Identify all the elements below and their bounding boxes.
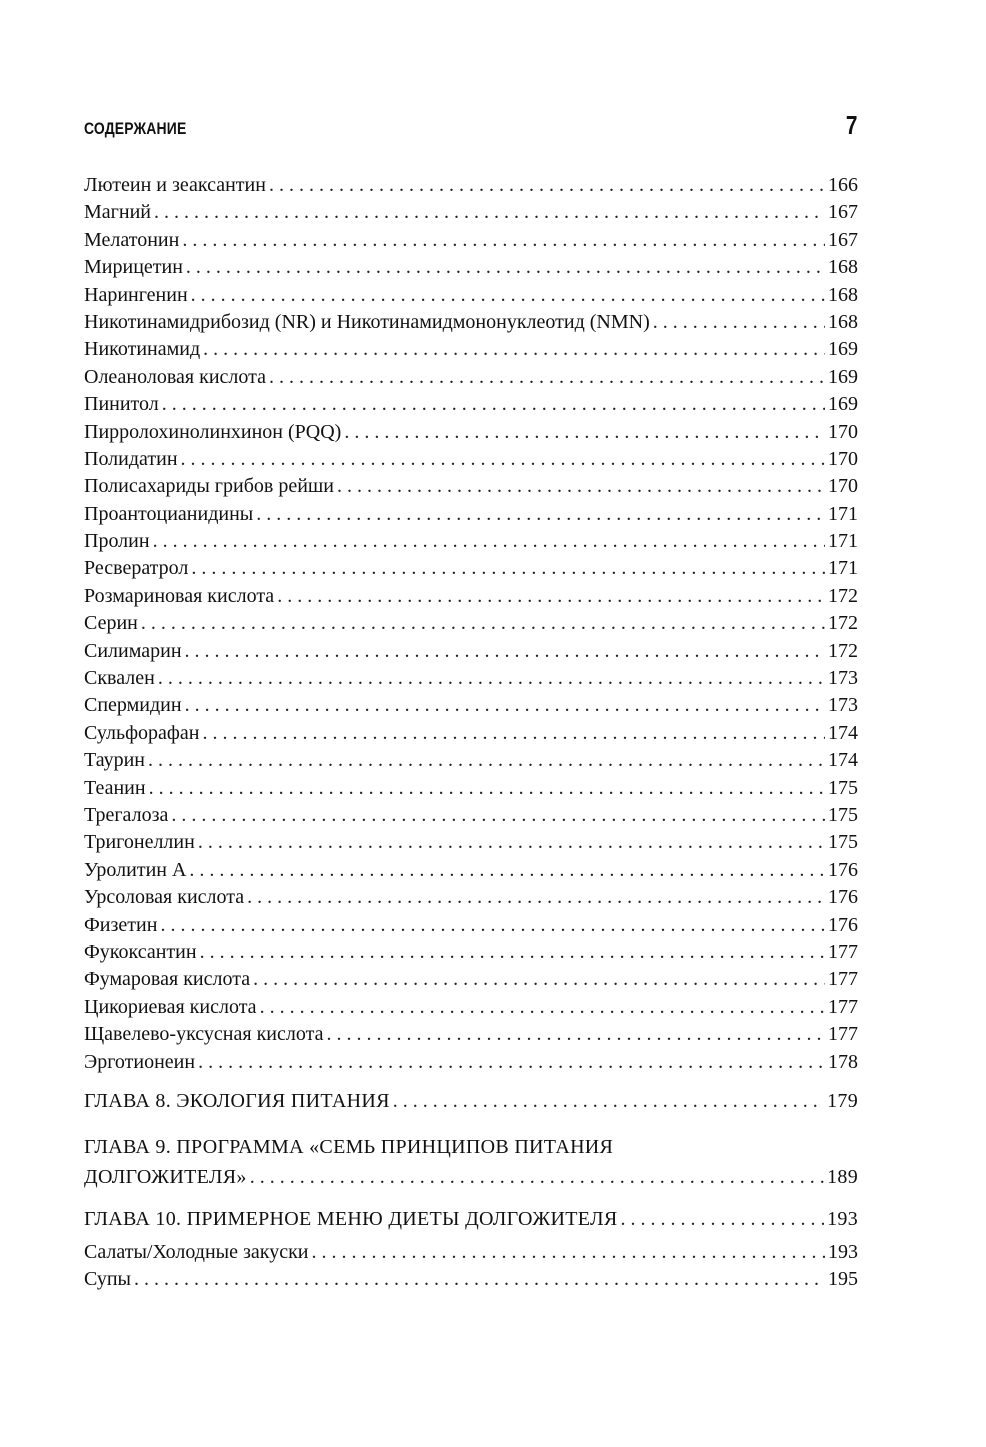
dot-leader: [337, 473, 825, 500]
toc-entry: [84, 555, 858, 582]
toc-entry-page: 168: [828, 283, 858, 306]
dot-leader: [154, 199, 825, 226]
toc-entry-title: Уролитин А: [84, 858, 187, 881]
toc-entry-page: 177: [828, 995, 858, 1018]
toc-entry-title: Сквален: [84, 667, 155, 690]
toc-entry: [84, 254, 858, 281]
chapter-9-title-line1: ГЛАВА 9. ПРОГРАММА «СЕМЬ ПРИНЦИПОВ ПИТАНИЯ: [84, 1136, 614, 1158]
dot-leader: [186, 254, 825, 281]
toc-entry: [84, 912, 858, 939]
chapter-10-page: 193: [827, 1208, 858, 1230]
toc-entry-page: 170: [828, 447, 858, 470]
toc-entry-title: Тригонеллин: [84, 831, 195, 854]
toc-entry-title: Розмариновая кислота: [84, 584, 275, 607]
toc-entry-page: 195: [828, 1268, 858, 1291]
toc-entry-page: 171: [828, 557, 858, 580]
toc-entry-page: 166: [828, 174, 858, 196]
toc-entry-title: Силимарин: [84, 639, 182, 662]
toc-entry-title: Урсоловая кислота: [84, 886, 245, 909]
dot-leader: [326, 1021, 825, 1048]
toc-entry-title: Теанин: [84, 776, 146, 799]
chapter-8-title: ГЛАВА 8. ЭКОЛОГИЯ ПИТАНИЯ: [84, 1090, 390, 1112]
toc-entry: [84, 473, 858, 500]
dot-leader: [256, 501, 825, 528]
toc-entry: [84, 692, 858, 719]
dot-leader: [171, 802, 825, 829]
dot-leader: [260, 994, 825, 1021]
toc-entry-page: 176: [828, 913, 858, 936]
toc-entry: [84, 857, 858, 884]
toc-entry: [84, 309, 858, 336]
dot-leader: [148, 747, 825, 774]
toc-entry: [84, 720, 858, 747]
toc-entry-title: Таурин: [84, 749, 145, 772]
toc-entry-title: Цикориевая кислота: [84, 995, 257, 1018]
dot-leader: [344, 419, 825, 446]
dot-leader: [393, 1088, 824, 1115]
toc-entry: [84, 282, 858, 309]
dot-leader: [182, 227, 825, 254]
chapter-10-entry: [84, 1206, 858, 1233]
toc-entry-page: 174: [828, 721, 858, 744]
toc-entry-title: Мелатонин: [84, 228, 180, 251]
toc-entry: [84, 802, 858, 829]
toc-entry: [84, 610, 858, 637]
toc-entry: [84, 1049, 858, 1076]
chapter-10-subentries: [84, 1239, 858, 1294]
dot-leader: [198, 1049, 825, 1076]
toc-entry-page: 168: [828, 256, 858, 279]
toc-entry-page: 167: [828, 201, 858, 224]
chapter-10-title: ГЛАВА 10. ПРИМЕРНОЕ МЕНЮ ДИЕТЫ ДОЛГОЖИТЕЛЯ: [84, 1208, 618, 1230]
toc-entry-page: 168: [828, 310, 858, 333]
toc-entry-title: Супы: [84, 1268, 131, 1291]
toc-entry: [84, 227, 858, 254]
toc-entry-page: 173: [828, 694, 858, 717]
toc-entry: [84, 638, 858, 665]
toc-entry: [84, 172, 858, 199]
dot-leader: [158, 665, 825, 692]
toc-entry-title: Пролин: [84, 530, 150, 553]
chapter-9-title-line2: ДОЛГОЖИТЕЛЯ»: [84, 1166, 247, 1188]
running-head: [84, 110, 859, 150]
section-title: СОДЕРЖАНИЕ: [84, 119, 187, 138]
toc-entry-title: Ресвератрол: [84, 557, 189, 580]
dot-leader: [312, 1239, 826, 1266]
toc-entry: [84, 528, 858, 555]
dot-leader: [277, 583, 825, 610]
dot-leader: [153, 528, 825, 555]
toc-entry-title: Фумаровая кислота: [84, 968, 251, 991]
toc-entry: [84, 364, 858, 391]
toc-entry-page: 174: [828, 749, 858, 772]
toc-entry-title: Спермидин: [84, 694, 182, 717]
toc-entry-page: 171: [828, 530, 858, 553]
dot-leader: [162, 391, 825, 418]
dot-leader: [189, 857, 825, 884]
dot-leader: [160, 912, 825, 939]
page-number: 7: [845, 110, 857, 140]
dot-leader: [181, 446, 825, 473]
dot-leader: [198, 829, 825, 856]
toc-entry-title: Олеаноловая кислота: [84, 365, 266, 388]
toc-entry-page: 175: [828, 803, 858, 826]
toc-entry-title: Полисахариды грибов рейши: [84, 475, 334, 498]
toc-entry: [84, 446, 858, 473]
toc-entry-title: Сульфорафан: [84, 721, 200, 744]
dot-leader: [149, 775, 825, 802]
toc-entry-title: Нарингенин: [84, 283, 188, 306]
toc-entry-page: 172: [828, 612, 858, 635]
toc-entry-page: 170: [828, 420, 858, 443]
dot-leader: [247, 884, 825, 911]
chapter-9-entry: [84, 1130, 858, 1191]
toc-entry: [84, 583, 858, 610]
toc-entry-page: 177: [828, 940, 858, 963]
toc-entry-page: 176: [828, 858, 858, 881]
chapter-9-page: 189: [827, 1166, 858, 1188]
toc-entry-page: 169: [828, 393, 858, 416]
toc-entry: [84, 419, 858, 446]
toc-entry-page: 172: [828, 584, 858, 607]
toc-entry: [84, 1266, 858, 1293]
dot-leader: [185, 638, 825, 665]
toc-entry: [84, 939, 858, 966]
dot-leader: [134, 1266, 825, 1293]
chapter-10-row: [84, 1206, 858, 1233]
toc-entry: [84, 665, 858, 692]
toc-entries: [84, 172, 858, 1076]
toc-entry-title: Физетин: [84, 913, 158, 936]
toc-entry: [84, 829, 858, 856]
chapter-8-entry: [84, 1088, 858, 1115]
toc-entry: [84, 747, 858, 774]
toc-entry-page: 173: [828, 667, 858, 690]
toc-entry-title: Трегалоза: [84, 803, 169, 826]
dot-leader: [200, 939, 825, 966]
toc-entry: [84, 775, 858, 802]
toc-entry-title: Эрготионеин: [84, 1050, 196, 1073]
chapter-8-row: [84, 1088, 858, 1115]
toc-entry-page: 167: [828, 228, 858, 251]
chapter-9-row: [84, 1164, 858, 1191]
dot-leader: [621, 1206, 825, 1233]
toc-entry-title: Никотинамидрибозид (NR) и Никотинамидмононуклеотид (NMN): [84, 310, 650, 333]
dot-leader: [250, 1164, 824, 1191]
toc-entry-title: Магний: [84, 201, 151, 224]
dot-leader: [191, 555, 825, 582]
toc-entry: [84, 501, 858, 528]
toc-entry-title: Полидатин: [84, 447, 178, 470]
toc-entry: [84, 994, 858, 1021]
toc-entry-page: 172: [828, 639, 858, 662]
toc-entry-page: 175: [828, 831, 858, 854]
toc-entry-title: Проантоцианидины: [84, 502, 254, 525]
toc-entry: [84, 1021, 858, 1048]
toc-entry-page: 170: [828, 475, 858, 498]
toc-entry-title: Серин: [84, 612, 138, 635]
dot-leader: [203, 336, 825, 363]
toc-entry-title: Лютеин и зеаксантин: [84, 174, 266, 196]
toc-entry-title: Салаты/Холодные закуски: [84, 1241, 309, 1263]
toc-entry-page: 175: [828, 776, 858, 799]
dot-leader: [202, 720, 825, 747]
dot-leader: [141, 610, 825, 637]
toc-entry-page: 178: [828, 1050, 858, 1073]
toc-entry: [84, 1239, 858, 1266]
toc-entry-title: Пирролохинолинхинон (PQQ): [84, 420, 342, 443]
dot-leader: [653, 309, 825, 336]
toc-entry-title: Фукоксантин: [84, 940, 197, 963]
dot-leader: [269, 364, 825, 391]
toc-entry-page: 193: [828, 1241, 858, 1263]
toc-entry-title: Мирицетин: [84, 256, 183, 279]
toc-entry-page: 177: [828, 1023, 858, 1046]
toc-entry-title: Пинитол: [84, 393, 159, 416]
toc-entry: [84, 336, 858, 363]
toc-entry-page: 171: [828, 502, 858, 525]
toc-entry-page: 177: [828, 968, 858, 991]
toc-entry-title: Щавелево-уксусная кислота: [84, 1023, 324, 1046]
toc-entry: [84, 884, 858, 911]
chapter-8-page: 179: [827, 1090, 858, 1112]
toc-entry-title: Никотинамид: [84, 338, 201, 361]
dot-leader: [191, 282, 825, 309]
dot-leader: [185, 692, 825, 719]
toc-entry: [84, 391, 858, 418]
dot-leader: [269, 172, 825, 199]
toc-entry-page: 176: [828, 886, 858, 909]
toc-entry-page: 169: [828, 365, 858, 388]
toc-entry: [84, 966, 858, 993]
toc-entry: [84, 199, 858, 226]
toc-entry-page: 169: [828, 338, 858, 361]
dot-leader: [253, 966, 825, 993]
